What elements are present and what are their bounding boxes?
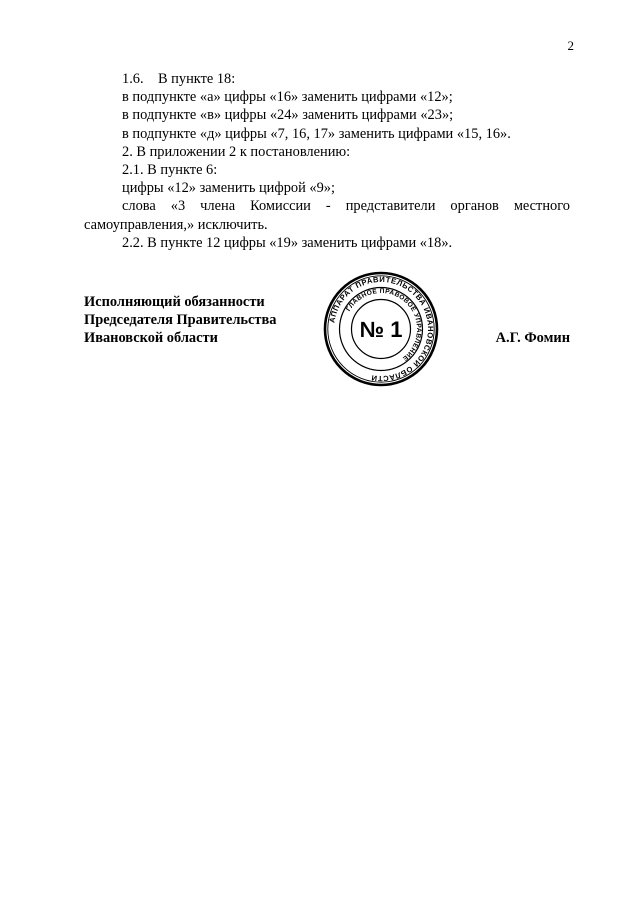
paragraph-2-1: 2.1. В пункте 6: [122, 162, 218, 179]
signature-title-line-2: Председателя Правительства [84, 312, 277, 329]
paragraph-2-2: 2.2. В пункте 12 цифры «19» заменить цифрами «18». [122, 234, 453, 251]
signature-title-line-3: Ивановской области [84, 330, 218, 347]
paragraph-words-commission: слова «3 члена Комиссии - представители органов местного самоуправления,» исключить. [84, 198, 570, 233]
page-number: 2 [567, 38, 574, 53]
signature-title [84, 293, 276, 348]
signer-name: А.Г. Фомин [495, 330, 570, 346]
paragraph-subpoint-d: в подпункте «д» цифры «7, 16, 17» заменить цифрами «15, 16». [122, 125, 511, 142]
seal-outer-text: АППАРАТ ПРАВИТЕЛЬСТВА ИВАНОВСКОЙ ОБЛАСТИ [327, 274, 436, 384]
paragraph-subpoint-v: в подпункте «в» цифры «24» заменить цифрами «23»; [122, 107, 454, 124]
paragraph-1-6: 1.6. В пункте 18: [122, 71, 236, 87]
seal-center-text: № 1 [359, 317, 403, 342]
paragraph-appendix-2: 2. В приложении 2 к постановлению: [122, 143, 351, 160]
seal-inner-text: ГЛАВНОЕ ПРАВОВОЕ УПРАВЛЕНИЕ [345, 287, 423, 363]
official-seal [322, 270, 440, 388]
signature-title-line-1: Исполняющий обязанности [84, 294, 265, 310]
paragraph-subpoint-a: в подпункте «а» цифры «16» заменить цифрами «12»; [122, 89, 453, 106]
document-body [84, 70, 570, 252]
paragraph-digits-12: цифры «12» заменить цифрой «9»; [122, 180, 335, 197]
